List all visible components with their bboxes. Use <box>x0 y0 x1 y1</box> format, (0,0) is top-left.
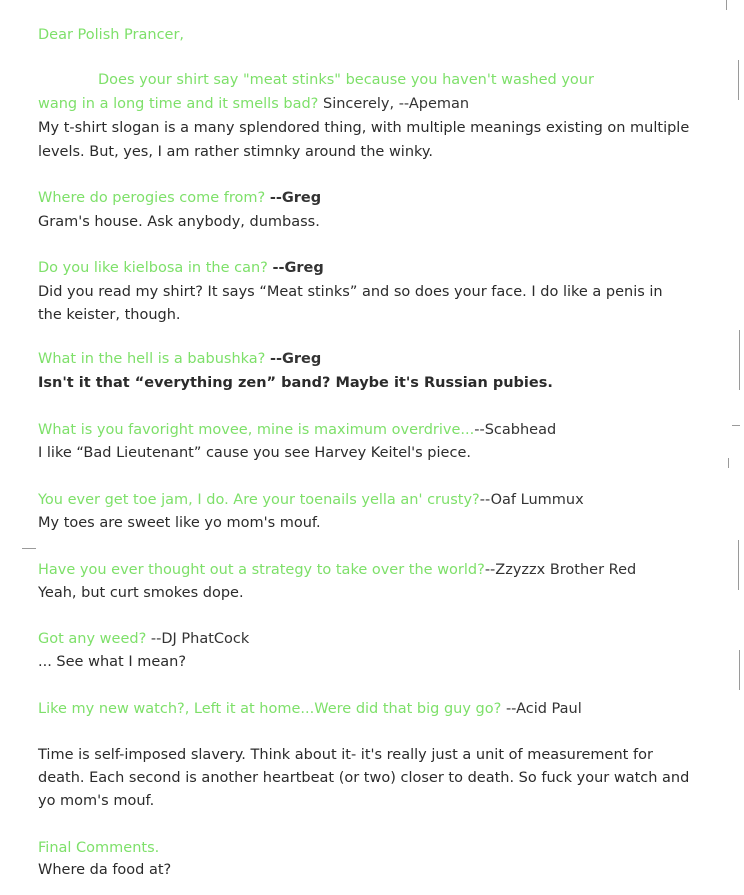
scan-edge-mark <box>738 60 739 100</box>
question-line: wang in a long time and it smells bad? <box>38 96 319 112</box>
answer-line: Isn't it that “everything zen” band? Maybe it's Russian pubies. <box>38 375 553 391</box>
question: Do you like kielbosa in the can? <box>38 260 268 276</box>
question: Like my new watch?, Left it at home...Were did that big guy go? <box>38 701 502 717</box>
answer-line: levels. But, yes, I am rather stimnky around the winky. <box>38 144 434 160</box>
answer-line: My toes are sweet like yo mom's mouf. <box>38 515 321 531</box>
signature: --Zzyzzx Brother Red <box>484 562 637 578</box>
signature: --DJ PhatCock <box>150 631 250 647</box>
question: You ever get toe jam, I do. Are your toenails yella an' crusty? <box>38 492 480 508</box>
signature: --Greg <box>269 351 322 367</box>
question-with-signature <box>38 94 469 114</box>
question: What in the hell is a babushka? <box>38 351 266 367</box>
scan-edge-mark <box>739 650 740 690</box>
answer-line: My t-shirt slogan is a many splendored thing, with multiple meanings existing on multiple <box>38 120 690 136</box>
answer-line: the keister, though. <box>38 307 181 323</box>
salutation: Dear Polish Prancer, <box>38 27 185 43</box>
question-with-signature <box>38 258 324 278</box>
answer-line: Did you read my shirt? It says “Meat stinks” and so does your face. I do like a penis in <box>38 284 663 300</box>
scan-edge-mark <box>738 540 739 590</box>
answer-line: yo mom's mouf. <box>38 793 155 809</box>
signature: Sincerely, --Apeman <box>322 96 470 112</box>
question-with-signature <box>38 699 582 719</box>
question-with-signature <box>38 560 636 580</box>
answer-line: death. Each second is another heartbeat (or two) closer to death. So fuck your watch and <box>38 770 690 786</box>
answer-line: Where da food at? <box>38 862 172 878</box>
scan-edge-mark <box>22 548 36 549</box>
question-with-signature <box>38 629 249 649</box>
signature: --Scabhead <box>474 422 557 438</box>
scan-edge-mark <box>728 458 729 468</box>
signature: --Oaf Lummux <box>479 492 584 508</box>
question-with-signature <box>38 420 556 440</box>
answer-line: Time is self-imposed slavery. Think about it- it's really just a unit of measurement for <box>38 747 653 763</box>
signature: --Greg <box>272 260 324 276</box>
question-line: Does your shirt say "meat stinks" because you haven't washed your <box>98 72 594 88</box>
answer-line: Gram's house. Ask anybody, dumbass. <box>38 214 320 230</box>
question: What is you favoright movee, mine is maximum overdrive... <box>38 422 475 438</box>
scan-edge-mark <box>732 425 740 426</box>
scan-edge-mark <box>739 330 740 390</box>
question: Got any weed? <box>38 631 147 647</box>
answer-line: I like “Bad Lieutenant” cause you see Harvey Keitel's piece. <box>38 445 471 461</box>
answer-line: ... See what I mean? <box>38 654 187 670</box>
final-comments-heading: Final Comments. <box>38 840 160 856</box>
signature: --Greg <box>269 190 322 206</box>
signature: --Acid Paul <box>505 701 582 717</box>
question: Where do perogies come from? <box>38 190 266 206</box>
answer-line: Yeah, but curt smokes dope. <box>38 585 244 601</box>
question: Have you ever thought out a strategy to take over the world? <box>38 562 485 578</box>
question-with-signature <box>38 349 321 369</box>
question-with-signature <box>38 490 584 510</box>
scan-edge-mark <box>726 0 727 10</box>
question-with-signature <box>38 188 321 208</box>
